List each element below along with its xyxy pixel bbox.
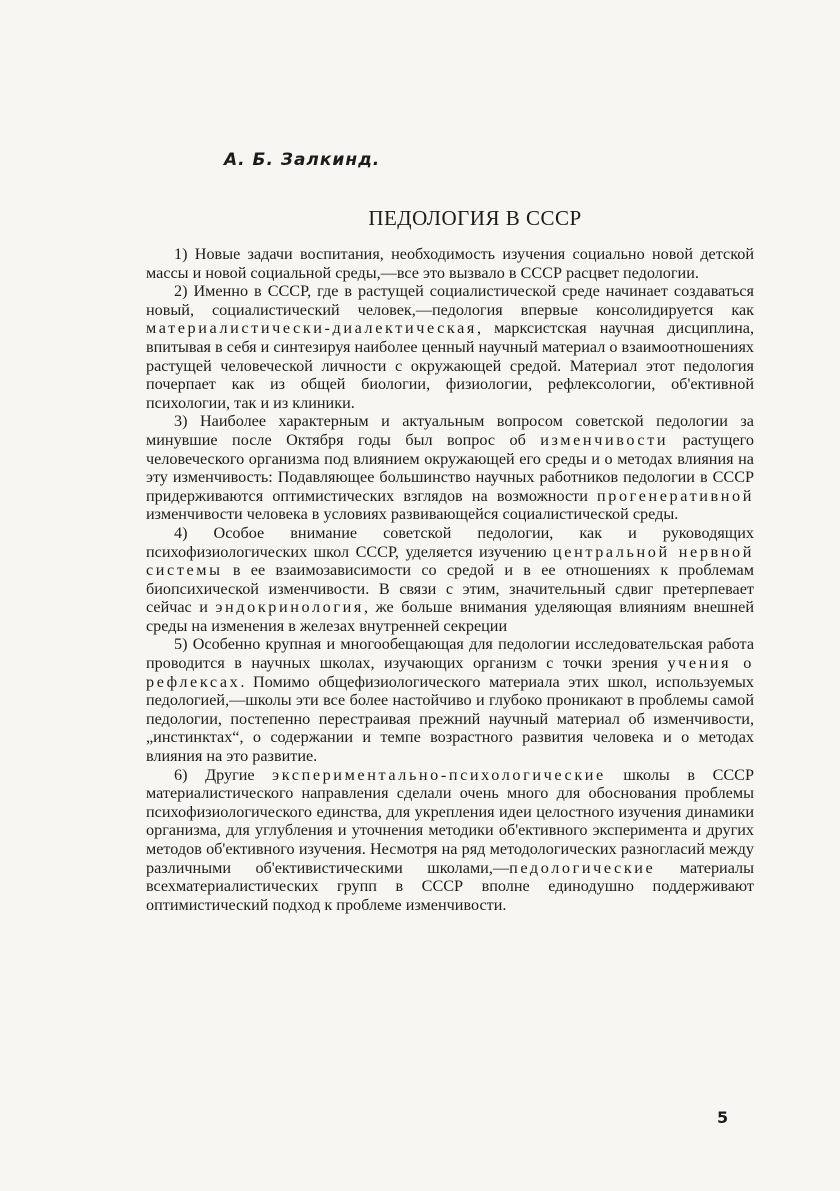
paragraph-text: материалы всехматериалистических групп в СССР вполне единодушно поддерживают оптимистический подход к проблеме изменчивости.: [146, 858, 755, 914]
paragraph-6: [146, 766, 754, 915]
paragraph-text: в ее взаимозависимости со средой и в ее отношениях к проблемам биопсихической изменчивости. В связи с этим, значительный сдвиг претерпевает сейчас и: [146, 561, 754, 617]
emphasized-term: экспериментально-психологические: [272, 765, 606, 784]
paragraph-text: , же больше внимания уделяющая влияниям внешней среды на изменения в железах внутренней секреции: [146, 598, 754, 635]
paragraph-1: [146, 245, 754, 282]
paragraph-number: 3): [174, 412, 188, 431]
author-name: А. Б. Залкинд.: [224, 150, 381, 170]
paragraph-text: растущего человеческого организма под влиянием окружающей его среды и о методах влияния на эту изменчивость: Подавляющее большинство научных работников педологии в СССР придерживаются оптимистических взглядов на возможности: [146, 430, 754, 505]
paragraph-text: Особое внимание советской педологии, как и руководящих психофизиологических школ СССР, уделяется изучению: [146, 523, 754, 561]
emphasized-term: эндокринология: [215, 598, 364, 617]
paragraph-text: Особенно крупная и многообещающая для педологии исследовательская работа проводится в научных школах, изучающих организм с точки зрения: [146, 635, 754, 673]
page-number: 5: [717, 1108, 729, 1127]
paragraph-number: 6): [174, 765, 188, 784]
article-title: ПЕДОЛОГИЯ В СССР: [368, 206, 582, 230]
paragraph-text: . Помимо общефизиологического материала этих школ, используемых педологией,—школы эти все более настойчиво и глубоко проникают в проблемы самой педологии, постепенно перестраивая прежний научный материал об изменчивости, „инстинктах“, о содержании и темпе возрастного развития человека и о методах влияния на это развитие.: [146, 672, 754, 766]
emphasized-term: центральной нервной системы: [146, 542, 754, 580]
emphasized-term: материалистически-диалектическая: [146, 319, 477, 338]
emphasized-term: педологические: [509, 858, 656, 877]
paragraph-4: [146, 524, 754, 636]
paragraph-text: Новые задачи воспитания, необходимость изучения социально новой детской массы и новой социальной среды,—все это вызвало в СССР расцвет педологии.: [146, 245, 754, 282]
paragraph-text: Другие: [187, 765, 273, 784]
emphasized-term: учения о рефлексах: [146, 654, 754, 691]
article-body: [146, 245, 754, 914]
paragraph-text: Наиболее характерным и актуальным вопросом советской педологии за минувшие после Октября годы был вопрос об: [146, 412, 754, 449]
emphasized-term: изменчивости: [540, 430, 669, 449]
paragraph-number: 1): [174, 245, 188, 263]
paragraph-2: [146, 282, 754, 412]
paragraph-text: изменчивости человека в условиях развивающейся социалистической среды.: [146, 505, 679, 524]
paragraph-text: школы в СССР материалистического направления сделали очень много для обоснования проблемы психофизиологического единства, для укрепления идеи целостного изучения динамики организма, для углубления и уточнения методики об'ективного эксперимента и других методов об'ективного изучения. Несмотря на ряд методологических разногласий между различными об'ективистическими школами,—: [146, 765, 754, 877]
paragraph-text: , марксистская научная дисциплина, впитывая в себя и синтезируя наиболее ценный научный материал о взаимоотношениях растущей человеческой личности с окружающей средой. Материал этот педология почерпает как из общей биологии, физиологии, рефлексологии, об'ективной психологии, так и из клиники.: [146, 319, 754, 412]
paragraph-number: 5): [174, 635, 188, 654]
paragraph-number: 2): [174, 282, 188, 301]
paragraph-3: [146, 412, 754, 524]
paragraph-number: 4): [174, 523, 188, 542]
emphasized-term: прогенеративной: [597, 486, 754, 505]
paragraph-text: Именно в СССР, где в растущей социалистической среде начинает создаваться новый, социалистический человек,—педология впервые консолидируется как: [146, 282, 754, 319]
paragraph-5: [146, 635, 754, 765]
